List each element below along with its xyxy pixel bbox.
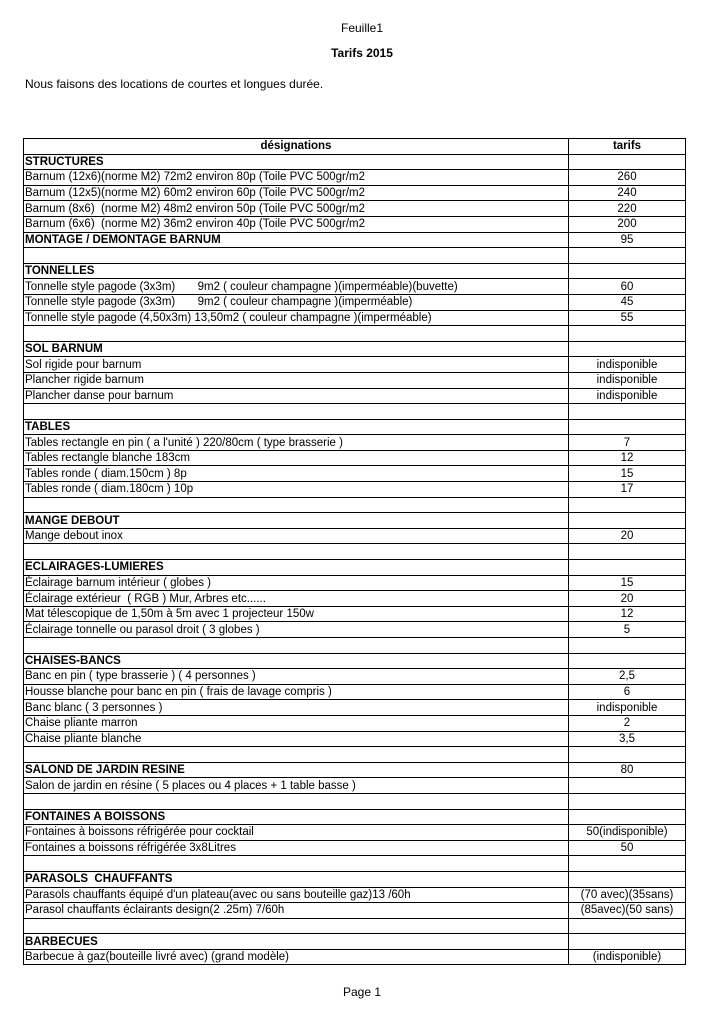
price-cell: 15 bbox=[569, 575, 686, 591]
table-row bbox=[24, 279, 686, 295]
spacer-row bbox=[24, 248, 686, 264]
price-cell: 95 bbox=[569, 232, 686, 248]
price-cell: indisponible bbox=[569, 388, 686, 404]
designation-cell: Barnum (12x6)(norme M2) 72m2 environ 80p (Toile PVC 500gr/m2 bbox=[24, 170, 569, 186]
table-row bbox=[24, 482, 686, 498]
designation-cell: Chaise pliante blanche bbox=[24, 731, 569, 747]
designation-cell: SOL BARNUM bbox=[24, 341, 569, 357]
table-row bbox=[24, 170, 686, 186]
document-title: Tarifs 2015 bbox=[331, 46, 393, 60]
price-cell bbox=[569, 419, 686, 435]
designation-cell: Barnum (12x5)(norme M2) 60m2 environ 60p (Toile PVC 500gr/m2 bbox=[24, 185, 569, 201]
spacer-row bbox=[24, 544, 686, 560]
price-cell bbox=[569, 778, 686, 794]
price-cell bbox=[569, 263, 686, 279]
price-cell bbox=[569, 747, 686, 763]
price-cell: 15 bbox=[569, 466, 686, 482]
designation-cell: BARBECUES bbox=[24, 934, 569, 950]
table-row bbox=[24, 528, 686, 544]
price-cell: indisponible bbox=[569, 372, 686, 388]
price-cell: 55 bbox=[569, 310, 686, 326]
designation-cell bbox=[24, 326, 569, 342]
table-row bbox=[24, 575, 686, 591]
section-row bbox=[24, 934, 686, 950]
designation-cell: Tonnelle style pagode (3x3m) 9m2 ( couleur champagne )(imperméable)(buvette) bbox=[24, 279, 569, 295]
designation-cell: Plancher rigide barnum bbox=[24, 372, 569, 388]
table-row bbox=[24, 731, 686, 747]
price-cell bbox=[569, 653, 686, 669]
table-row bbox=[24, 388, 686, 404]
price-cell: 50 bbox=[569, 840, 686, 856]
price-cell bbox=[569, 638, 686, 654]
spacer-row bbox=[24, 918, 686, 934]
designation-cell: Éclairage barnum intérieur ( globes ) bbox=[24, 575, 569, 591]
designation-cell bbox=[24, 497, 569, 513]
price-cell: 5 bbox=[569, 622, 686, 638]
designation-cell: Tonnelle style pagode (3x3m) 9m2 ( couleur champagne )(imperméable) bbox=[24, 294, 569, 310]
designation-cell: Banc en pin ( type brasserie ) ( 4 personnes ) bbox=[24, 669, 569, 685]
designation-cell: Fontaines a boissons réfrigérée 3x8Litres bbox=[24, 840, 569, 856]
designation-cell: STRUCTURES bbox=[24, 154, 569, 170]
section-row bbox=[24, 560, 686, 576]
designation-cell: Chaise pliante marron bbox=[24, 715, 569, 731]
table-row bbox=[24, 591, 686, 607]
designation-cell: Tables ronde ( diam.180cm ) 10p bbox=[24, 482, 569, 498]
price-cell bbox=[569, 934, 686, 950]
price-cell bbox=[569, 497, 686, 513]
designation-cell: Sol rigide pour barnum bbox=[24, 357, 569, 373]
designation-cell: Housse blanche pour banc en pin ( frais de lavage compris ) bbox=[24, 684, 569, 700]
price-cell: 20 bbox=[569, 591, 686, 607]
designation-cell: SALOND DE JARDIN RESINE bbox=[24, 762, 569, 778]
price-cell bbox=[569, 326, 686, 342]
designation-cell: Tables ronde ( diam.150cm ) 8p bbox=[24, 466, 569, 482]
spacer-row bbox=[24, 638, 686, 654]
table-row bbox=[24, 762, 686, 778]
price-cell: (70 avec)(35sans) bbox=[569, 887, 686, 903]
price-cell bbox=[569, 856, 686, 872]
designation-cell: Plancher danse pour barnum bbox=[24, 388, 569, 404]
table-row bbox=[24, 466, 686, 482]
designation-cell: Tonnelle style pagode (4,50x3m) 13,50m2 ( couleur champagne )(imperméable) bbox=[24, 310, 569, 326]
designation-cell: MONTAGE / DEMONTAGE BARNUM bbox=[24, 232, 569, 248]
price-cell: indisponible bbox=[569, 700, 686, 716]
price-cell: (85avec)(50 sans) bbox=[569, 903, 686, 919]
price-cell bbox=[569, 154, 686, 170]
designation-cell bbox=[24, 793, 569, 809]
spacer-row bbox=[24, 497, 686, 513]
spacer-row bbox=[24, 793, 686, 809]
price-cell: 20 bbox=[569, 528, 686, 544]
designation-cell bbox=[24, 404, 569, 420]
table-row bbox=[24, 715, 686, 731]
designation-cell: Barbecue à gaz(bouteille livré avec) (grand modèle) bbox=[24, 949, 569, 965]
price-cell bbox=[569, 918, 686, 934]
price-cell bbox=[569, 793, 686, 809]
designation-cell: FONTAINES A BOISSONS bbox=[24, 809, 569, 825]
designation-cell bbox=[24, 248, 569, 264]
designation-cell: TONNELLES bbox=[24, 263, 569, 279]
table-body bbox=[24, 154, 686, 965]
designation-cell bbox=[24, 747, 569, 763]
price-cell: indisponible bbox=[569, 357, 686, 373]
price-cell: 50(indisponible) bbox=[569, 825, 686, 841]
price-cell bbox=[569, 248, 686, 264]
designation-cell: Mange debout inox bbox=[24, 528, 569, 544]
price-cell: 7 bbox=[569, 435, 686, 451]
section-row bbox=[24, 263, 686, 279]
table-row bbox=[24, 669, 686, 685]
designation-cell: Salon de jardin en résine ( 5 places ou 4 places + 1 table basse ) bbox=[24, 778, 569, 794]
section-row bbox=[24, 341, 686, 357]
table-row bbox=[24, 622, 686, 638]
price-cell: (indisponible) bbox=[569, 949, 686, 965]
spacer-row bbox=[24, 404, 686, 420]
table-row bbox=[24, 778, 686, 794]
table-row bbox=[24, 887, 686, 903]
intro-text: Nous faisons des locations de courtes et longues durée. bbox=[25, 77, 324, 91]
price-cell bbox=[569, 544, 686, 560]
designation-cell: Tables rectangle en pin ( a l'unité ) 220/80cm ( type brasserie ) bbox=[24, 435, 569, 451]
designation-cell: Éclairage extérieur ( RGB ) Mur, Arbres etc...... bbox=[24, 591, 569, 607]
price-cell bbox=[569, 341, 686, 357]
designation-cell: Tables rectangle blanche 183cm bbox=[24, 450, 569, 466]
price-cell: 45 bbox=[569, 294, 686, 310]
price-cell: 80 bbox=[569, 762, 686, 778]
designation-cell: Barnum (8x6) (norme M2) 48m2 environ 50p (Toile PVC 500gr/m2 bbox=[24, 201, 569, 217]
price-cell: 200 bbox=[569, 216, 686, 232]
designation-cell: Éclairage tonnelle ou parasol droit ( 3 globes ) bbox=[24, 622, 569, 638]
section-row bbox=[24, 653, 686, 669]
table-row bbox=[24, 903, 686, 919]
designation-cell: Fontaines à boissons réfrigérée pour cocktail bbox=[24, 825, 569, 841]
table-row bbox=[24, 606, 686, 622]
section-row bbox=[24, 513, 686, 529]
price-cell bbox=[569, 809, 686, 825]
table-row bbox=[24, 372, 686, 388]
designation-cell: Mat télescopique de 1,50m à 5m avec 1 projecteur 150w bbox=[24, 606, 569, 622]
table-row bbox=[24, 949, 686, 965]
table-row bbox=[24, 294, 686, 310]
price-cell bbox=[569, 871, 686, 887]
section-row bbox=[24, 154, 686, 170]
designation-cell bbox=[24, 918, 569, 934]
page-number: Page 1 bbox=[342, 985, 382, 999]
spacer-row bbox=[24, 856, 686, 872]
designation-cell: Banc blanc ( 3 personnes ) bbox=[24, 700, 569, 716]
section-row bbox=[24, 419, 686, 435]
price-cell: 2 bbox=[569, 715, 686, 731]
designation-header: désignations bbox=[24, 139, 569, 155]
table-row bbox=[24, 201, 686, 217]
spacer-row bbox=[24, 747, 686, 763]
table-row bbox=[24, 450, 686, 466]
price-cell: 260 bbox=[569, 170, 686, 186]
designation-cell: Parasols chauffants équipé d'un plateau(avec ou sans bouteille gaz)13 /60h bbox=[24, 887, 569, 903]
designation-cell: CHAISES-BANCS bbox=[24, 653, 569, 669]
designation-cell: PARASOLS CHAUFFANTS bbox=[24, 871, 569, 887]
designation-cell: ECLAIRAGES-LUMIERES bbox=[24, 560, 569, 576]
designation-cell: Barnum (6x6) (norme M2) 36m2 environ 40p (Toile PVC 500gr/m2 bbox=[24, 216, 569, 232]
table-row bbox=[24, 684, 686, 700]
price-cell bbox=[569, 560, 686, 576]
designation-cell: TABLES bbox=[24, 419, 569, 435]
designation-cell bbox=[24, 544, 569, 560]
price-cell bbox=[569, 404, 686, 420]
section-row bbox=[24, 871, 686, 887]
price-cell: 6 bbox=[569, 684, 686, 700]
spacer-row bbox=[24, 326, 686, 342]
table-row bbox=[24, 435, 686, 451]
table-row bbox=[24, 185, 686, 201]
price-cell: 2,5 bbox=[569, 669, 686, 685]
price-cell: 220 bbox=[569, 201, 686, 217]
designation-cell: MANGE DEBOUT bbox=[24, 513, 569, 529]
table-row bbox=[24, 840, 686, 856]
price-cell: 12 bbox=[569, 450, 686, 466]
price-table bbox=[23, 138, 686, 965]
table-row bbox=[24, 232, 686, 248]
table-header-row bbox=[24, 139, 686, 155]
table-row bbox=[24, 216, 686, 232]
price-header: tarifs bbox=[569, 139, 686, 155]
price-cell: 240 bbox=[569, 185, 686, 201]
designation-cell bbox=[24, 856, 569, 872]
price-cell bbox=[569, 513, 686, 529]
table-row bbox=[24, 825, 686, 841]
price-cell: 12 bbox=[569, 606, 686, 622]
price-cell: 3,5 bbox=[569, 731, 686, 747]
section-row bbox=[24, 809, 686, 825]
price-cell: 60 bbox=[569, 279, 686, 295]
designation-cell bbox=[24, 638, 569, 654]
table-row bbox=[24, 700, 686, 716]
sheet-name: Feuille1 bbox=[340, 21, 384, 35]
designation-cell: Parasol chauffants éclairants design(2 .25m) 7/60h bbox=[24, 903, 569, 919]
table-row bbox=[24, 357, 686, 373]
price-cell: 17 bbox=[569, 482, 686, 498]
table-row bbox=[24, 310, 686, 326]
